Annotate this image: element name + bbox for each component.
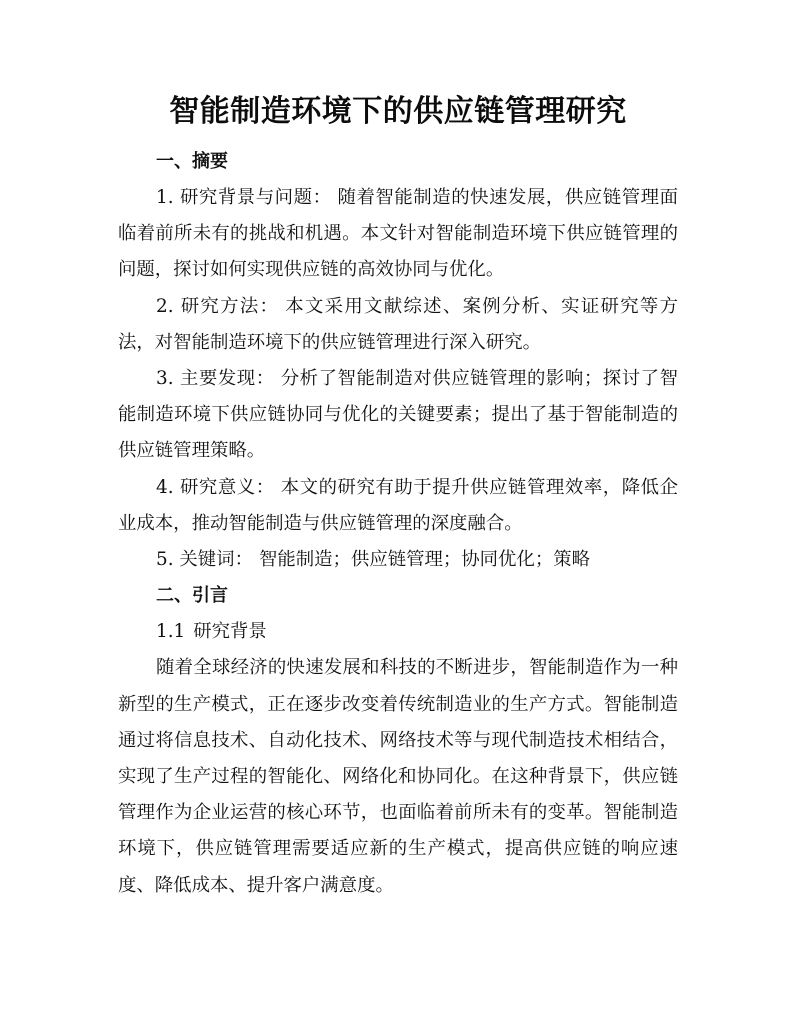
abstract-item-label: 2. 研究方法： [156, 295, 280, 317]
subsection-title: 研究背景 [193, 621, 267, 643]
abstract-item-body: 智能制造；供应链管理；协同优化；策略 [258, 549, 591, 571]
abstract-item [118, 542, 678, 578]
abstract-item [118, 180, 678, 289]
subsection-number: 1.1 [156, 621, 186, 643]
abstract-item-label: 5. 关键词： [156, 549, 253, 571]
document-title: 智能制造环境下的供应链管理研究 [169, 94, 627, 129]
abstract-item-label: 3. 主要发现： [156, 368, 275, 390]
abstract-heading: 一、摘要 [156, 151, 228, 172]
abstract-item [118, 361, 678, 470]
abstract-item-label: 1. 研究背景与问题： [156, 187, 332, 208]
subsection-heading [118, 614, 678, 650]
abstract-item [118, 470, 678, 542]
abstract-item-label: 4. 研究意义： [156, 476, 275, 498]
abstract-item-body: 分析了智能制造对供应链管理的影响；探讨了智能制造环境下供应链协同与优化的关键要素；提出了基于智能制造的供应链管理策略。 [118, 368, 678, 462]
abstract-item [118, 289, 678, 361]
abstract-item-body: 本文采用文献综述、案例分析、实证研究等方法，对智能制造环境下的供应链管理进行深入研究。 [118, 295, 678, 353]
introduction-paragraph: 随着全球经济的快速发展和科技的不断进步，智能制造作为一种新型的生产模式，正在逐步改变着传统制造业的生产方式。智能制造通过将信息技术、自动化技术、网络技术等与现代制造技术相结合，实现了生产过程的智能化、网络化和协同化。在这种背景下，供应链管理作为企业运营的核心环节，也面临着前所未有的变革。智能制造环境下，供应链管理需要适应新的生产模式，提高供应链的响应速度、降低成本、提升客户满意度。 [118, 657, 678, 896]
abstract-item-body: 本文的研究有助于提升供应链管理效率，降低企业成本，推动智能制造与供应链管理的深度融合。 [118, 476, 678, 534]
abstract-item-body: 随着智能制造的快速发展，供应链管理面临着前所未有的挑战和机遇。本文针对智能制造环境下供应链管理的问题，探讨如何实现供应链的高效协同与优化。 [118, 187, 678, 281]
introduction-heading: 二、引言 [156, 585, 228, 607]
